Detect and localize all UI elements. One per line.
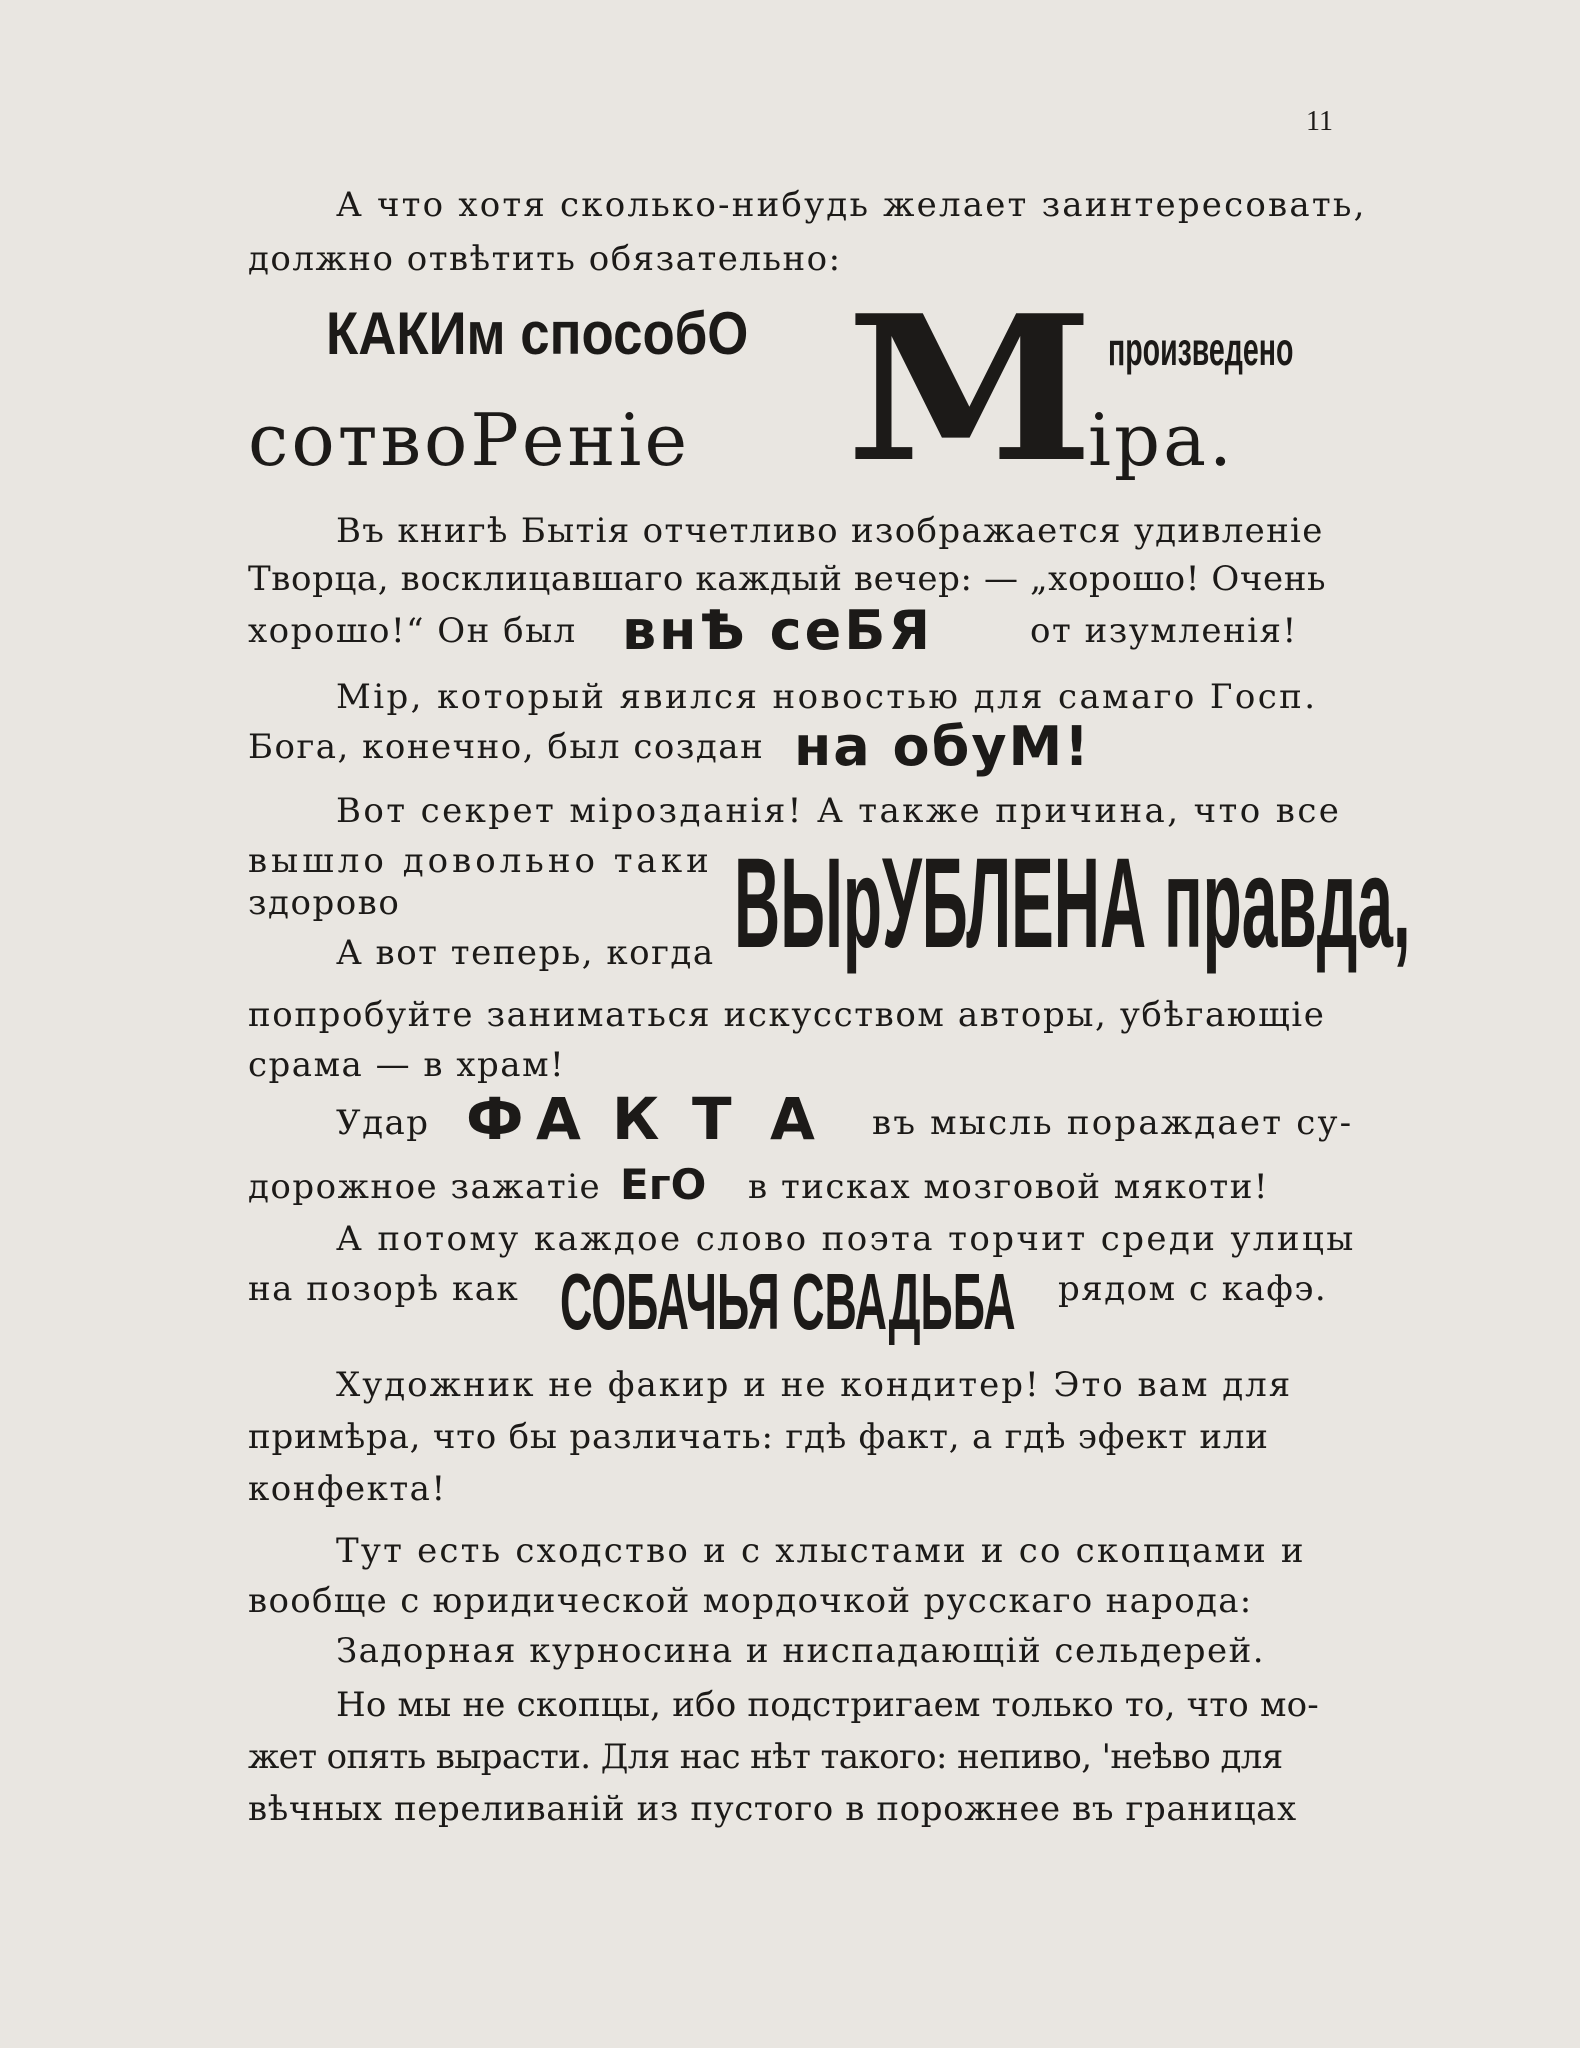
display-heading-proizvedeno: произведено xyxy=(1108,323,1294,375)
page-number: 11 xyxy=(1306,106,1333,137)
paragraph-6-line-2-end: рядом с кафэ. xyxy=(1058,1269,1328,1309)
paragraph-6-line-2-start: на позорѣ как xyxy=(248,1269,520,1309)
paragraph-5-line-2-end: в тисках мозговой мякоти! xyxy=(748,1167,1270,1207)
paragraph-7-line-3: конфекта! xyxy=(248,1469,447,1509)
display-heading-kakim: КАКИм способО xyxy=(326,300,749,367)
paragraph-9-line-2: жет опять вырасти. Для нас нѣт такого: непиво, 'неѣво для xyxy=(248,1737,1283,1777)
paragraph-3-line-2-start: Бога, конечно, был создан xyxy=(248,727,765,767)
display-vyrublena-pravda: ВЫрУБЛЕНА правда, xyxy=(734,832,1411,975)
bold-vne-sebya: внѢ сеБЯ xyxy=(622,599,934,662)
paragraph-2-line-3-end: от изумленія! xyxy=(1030,611,1298,651)
display-big-letter-m: М xyxy=(846,272,1094,507)
bold-na-obum: на обуМ! xyxy=(794,715,1091,778)
paragraph-9-line-1: Но мы не скопцы, ибо подстригаем только то, что мо- xyxy=(336,1685,1319,1725)
bold-ego: ЕгО xyxy=(620,1160,707,1209)
paragraph-3-line-1: Мір, который явился новостью для самаго Госп. xyxy=(336,677,1318,717)
paragraph-7-line-1: Художник не факир и не кондитер! Это вам для xyxy=(336,1365,1293,1405)
paragraph-5-line-2-start: дорожное зажатіе xyxy=(248,1167,602,1207)
paragraph-8-line-2: вообще с юридической мордочкой русскаго народа: xyxy=(248,1581,1253,1621)
display-sobachya-svadba: СОБАЧЬЯ СВАДЬБА xyxy=(560,1257,1016,1346)
paragraph-4-line-4: А вот теперь, когда xyxy=(336,933,715,973)
paragraph-4-line-5: попробуйте заниматься искусством авторы, убѣгающіе xyxy=(248,995,1326,1035)
paragraph-5-line-1-start: Удар xyxy=(336,1103,430,1143)
paragraph-4-line-6: срама — в храм! xyxy=(248,1045,566,1085)
display-sotvorenie: сотвоРеніе xyxy=(248,398,691,482)
fakta-letter-1: Ф xyxy=(466,1085,524,1153)
paragraph-1-line-1: А что хотя сколько-нибудь желает заинтересовать, xyxy=(336,185,1367,225)
paragraph-8-line-1: Тут есть сходство и с хлыстами и со скопцами и xyxy=(336,1531,1306,1571)
fakta-letter-4: Т xyxy=(692,1085,732,1153)
paragraph-8-line-3: Задорная курносина и ниспадающій сельдерей. xyxy=(336,1631,1266,1671)
fakta-letter-3: К xyxy=(612,1085,660,1153)
paragraph-2-line-3-start: хорошо!“ Он был xyxy=(248,611,577,651)
fakta-letter-5: А xyxy=(770,1085,815,1153)
paragraph-4-line-2: вышло довольно таки xyxy=(248,841,713,881)
paragraph-6-line-1: А потому каждое слово поэта торчит среди улицы xyxy=(336,1219,1356,1259)
paragraph-2-line-2: Творца, восклицавшаго каждый вечер: — „хорошо! Очень xyxy=(248,559,1327,599)
paragraph-4-line-1: Вот секрет мірозданія! А также причина, что все xyxy=(336,791,1342,831)
paragraph-7-line-2: примѣра, что бы различать: гдѣ факт, а гдѣ эфект или xyxy=(248,1417,1269,1457)
display-ira: іра. xyxy=(1088,398,1235,482)
paragraph-9-line-3: вѣчных переливаній из пустого в порожнее въ границах xyxy=(248,1789,1297,1829)
paragraph-4-line-3: здорово xyxy=(248,883,401,923)
paragraph-2-line-1: Въ книгѣ Бытія отчетливо изображается удивленіе xyxy=(336,511,1324,551)
paragraph-1-line-2: должно отвѣтить обязательно: xyxy=(248,239,842,279)
fakta-letter-2: А xyxy=(536,1085,581,1153)
paragraph-5-line-1-end: въ мысль пораждает су- xyxy=(872,1103,1354,1143)
